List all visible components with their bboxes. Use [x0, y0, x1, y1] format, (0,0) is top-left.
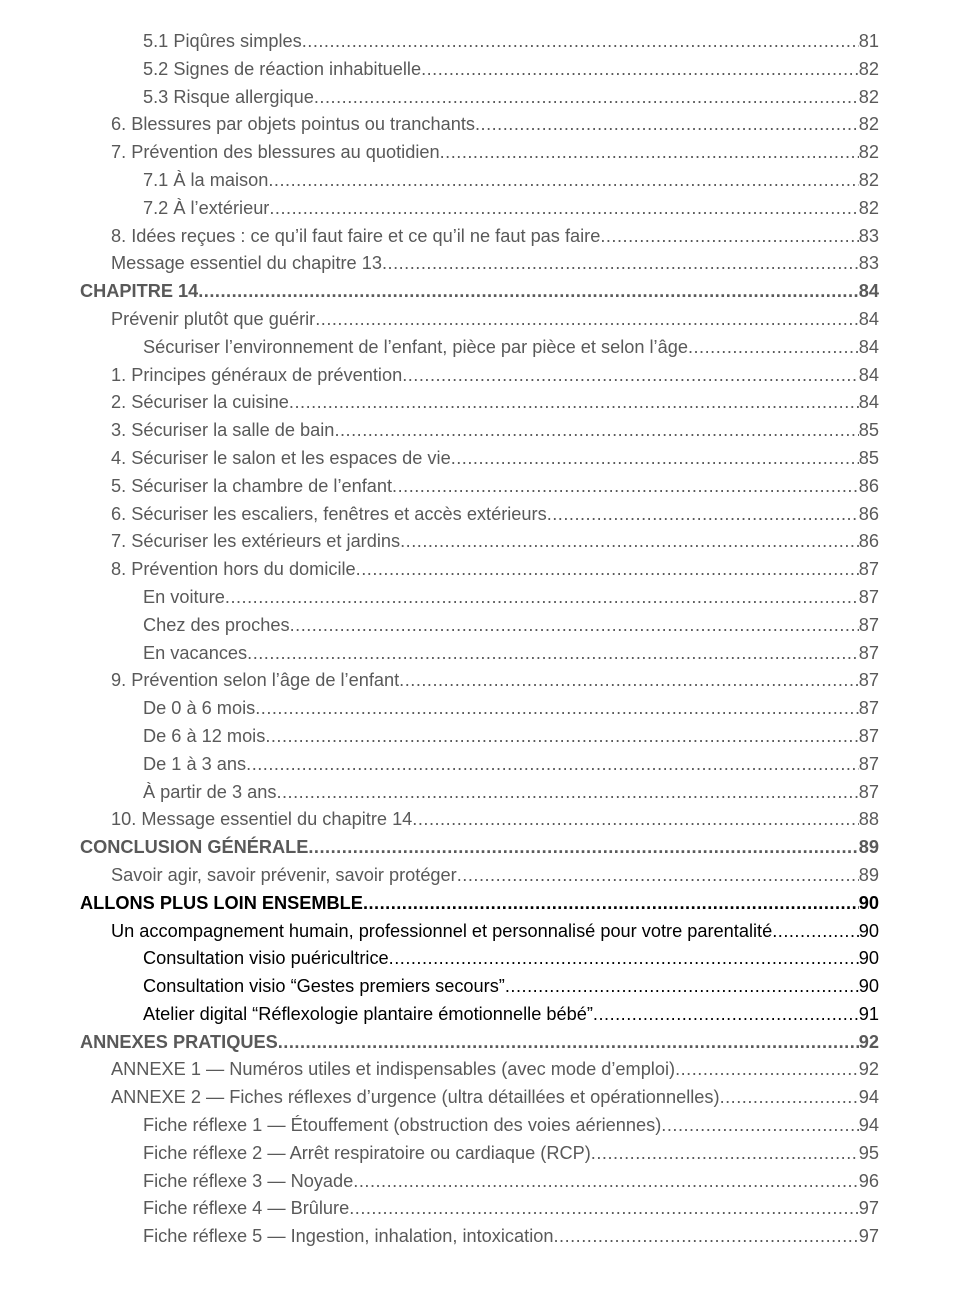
- toc-entry[interactable]: [143, 1140, 968, 1168]
- table-of-contents: [0, 28, 968, 1251]
- toc-entry[interactable]: [111, 862, 968, 890]
- toc-entry-title: 2. Sécuriser la cuisine: [111, 392, 289, 413]
- toc-dot-leader: [392, 473, 859, 501]
- toc-entry[interactable]: [143, 1112, 968, 1140]
- toc-entry-title: Fiche réflexe 2 — Arrêt respiratoire ou cardiaque (RCP): [143, 1142, 591, 1163]
- toc-entry[interactable]: [143, 167, 968, 195]
- toc-page-number: 87: [858, 586, 879, 607]
- toc-page-number: 82: [858, 114, 879, 135]
- toc-dot-leader: [276, 779, 858, 807]
- toc-entry[interactable]: [111, 306, 968, 334]
- toc-dot-leader: [334, 417, 858, 445]
- toc-entry[interactable]: [143, 84, 968, 112]
- toc-entry-title: Prévenir plutôt que guérir: [111, 308, 316, 329]
- toc-entry[interactable]: [111, 111, 968, 139]
- toc-entry[interactable]: [143, 195, 968, 223]
- toc-dot-leader: [720, 1084, 859, 1112]
- toc-entry-title: 6. Blessures par objets pointus ou tranchants: [111, 114, 475, 135]
- toc-dot-leader: [440, 139, 859, 167]
- toc-dot-leader: [675, 1056, 859, 1084]
- toc-dot-leader: [382, 250, 859, 278]
- toc-entry[interactable]: [143, 751, 968, 779]
- toc-page-number: 92: [858, 1031, 879, 1052]
- toc-page-number: 83: [858, 225, 879, 246]
- toc-page-number: 84: [858, 336, 879, 357]
- toc-dot-leader: [308, 834, 858, 862]
- toc-page-number: 84: [858, 281, 879, 302]
- toc-entry[interactable]: [111, 667, 968, 695]
- toc-entry-title: 8. Idées reçues : ce qu’il faut faire et ce qu’il ne faut pas faire: [111, 225, 601, 246]
- toc-entry[interactable]: [143, 779, 968, 807]
- toc-dot-leader: [451, 445, 859, 473]
- toc-entry[interactable]: [111, 473, 968, 501]
- toc-dot-leader: [247, 640, 859, 668]
- toc-entry[interactable]: [111, 362, 968, 390]
- toc-entry-title: 5. Sécuriser la chambre de l’enfant: [111, 475, 393, 496]
- toc-dot-leader: [349, 1195, 859, 1223]
- toc-page-number: 81: [858, 31, 879, 51]
- toc-dot-leader: [255, 695, 859, 723]
- toc-page-number: 87: [858, 781, 879, 802]
- toc-entry-title: Fiche réflexe 5 — Ingestion, inhalation, intoxication: [143, 1226, 554, 1247]
- toc-page-number: 87: [858, 559, 879, 580]
- toc-entry-title: 3. Sécuriser la salle de bain: [111, 420, 335, 441]
- toc-dot-leader: [457, 862, 859, 890]
- toc-dot-leader: [302, 28, 859, 56]
- toc-entry-title: Sécuriser l’environnement de l’enfant, pièce par pièce et selon l’âge: [143, 336, 688, 357]
- toc-page-number: 89: [858, 864, 879, 885]
- toc-page-number: 83: [858, 253, 879, 274]
- toc-page-number: 90: [858, 920, 879, 941]
- toc-entry[interactable]: [143, 28, 968, 56]
- toc-dot-leader: [289, 389, 859, 417]
- toc-page-number: 87: [858, 725, 879, 746]
- toc-page-number: 94: [858, 1115, 879, 1136]
- toc-entry-title: CONCLUSION GÉNÉRALE: [80, 837, 309, 858]
- toc-page-number: 90: [858, 948, 879, 969]
- toc-entry-title: 5.2 Signes de réaction inhabituelle: [143, 58, 422, 79]
- toc-page-number: 91: [858, 1003, 879, 1024]
- toc-page-number: 97: [858, 1198, 879, 1219]
- toc-entry-title: À partir de 3 ans: [143, 781, 277, 802]
- toc-dot-leader: [278, 1029, 859, 1057]
- toc-entry-title: ANNEXES PRATIQUES: [80, 1031, 278, 1052]
- toc-entry[interactable]: [143, 973, 968, 1001]
- toc-entry[interactable]: [111, 918, 968, 946]
- toc-dot-leader: [314, 84, 859, 112]
- toc-dot-leader: [772, 918, 859, 946]
- toc-entry-title: Consultation visio “Gestes premiers secours”: [143, 976, 505, 997]
- toc-dot-leader: [265, 723, 858, 751]
- toc-dot-leader: [225, 584, 859, 612]
- toc-entry[interactable]: [143, 945, 968, 973]
- toc-entry[interactable]: [111, 528, 968, 556]
- toc-entry-title: 1. Principes généraux de prévention: [111, 364, 403, 385]
- toc-page-number: 90: [858, 976, 879, 997]
- toc-entry-title: Fiche réflexe 1 — Étouffement (obstruction des voies aériennes): [143, 1115, 662, 1136]
- toc-page-number: 95: [858, 1142, 879, 1163]
- toc-entry-title: 7.2 À l’extérieur: [143, 197, 270, 218]
- toc-page-number: 82: [858, 169, 879, 190]
- toc-chapter-entry[interactable]: [80, 278, 968, 306]
- toc-entry[interactable]: [143, 1223, 968, 1251]
- toc-dot-leader: [412, 806, 858, 834]
- toc-entry[interactable]: [111, 806, 968, 834]
- toc-page-number: 88: [858, 809, 879, 830]
- toc-entry[interactable]: [111, 501, 968, 529]
- toc-entry[interactable]: [143, 584, 968, 612]
- toc-entry-title: De 0 à 6 mois: [143, 698, 256, 719]
- toc-page-number: 82: [858, 86, 879, 107]
- toc-entry-title: En vacances: [143, 642, 248, 663]
- toc-entry-title: CHAPITRE 14: [80, 281, 199, 302]
- toc-entry[interactable]: [111, 223, 968, 251]
- toc-page-number: 90: [858, 892, 879, 913]
- toc-page-number: 84: [858, 392, 879, 413]
- toc-dot-leader: [475, 111, 859, 139]
- toc-page-number: 89: [858, 837, 879, 858]
- toc-dot-leader: [268, 167, 858, 195]
- toc-entry[interactable]: [143, 56, 968, 84]
- toc-page-number: 86: [858, 531, 879, 552]
- toc-page-number: 86: [858, 475, 879, 496]
- toc-entry[interactable]: [111, 1056, 968, 1084]
- toc-dot-leader: [356, 556, 859, 584]
- toc-entry-title: Message essentiel du chapitre 13: [111, 253, 382, 274]
- toc-entry-title: 8. Prévention hors du domicile: [111, 559, 356, 580]
- toc-entry[interactable]: [143, 1001, 968, 1029]
- toc-entry-title: Fiche réflexe 3 — Noyade: [143, 1170, 354, 1191]
- toc-page-number: 82: [858, 58, 879, 79]
- toc-page-number: 96: [858, 1170, 879, 1191]
- toc-entry[interactable]: [143, 1168, 968, 1196]
- toc-entry-title: Consultation visio puéricultrice: [143, 948, 389, 969]
- toc-dot-leader: [353, 1168, 858, 1196]
- toc-dot-leader: [198, 278, 859, 306]
- toc-entry-title: Savoir agir, savoir prévenir, savoir protéger: [111, 864, 457, 885]
- toc-entry-title: Fiche réflexe 4 — Brûlure: [143, 1198, 350, 1219]
- toc-page-number: 85: [858, 447, 879, 468]
- toc-dot-leader: [600, 223, 858, 251]
- toc-entry[interactable]: [143, 1195, 968, 1223]
- toc-dot-leader: [553, 1223, 858, 1251]
- toc-dot-leader: [591, 1140, 859, 1168]
- toc-page-number: 94: [858, 1087, 879, 1108]
- toc-page-number: 87: [858, 614, 879, 635]
- toc-entry-title: 9. Prévention selon l’âge de l’enfant: [111, 670, 400, 691]
- toc-entry-title: De 6 à 12 mois: [143, 725, 266, 746]
- toc-dot-leader: [399, 667, 859, 695]
- toc-dot-leader: [661, 1112, 858, 1140]
- toc-entry[interactable]: [111, 389, 968, 417]
- toc-entry-title: Un accompagnement humain, professionnel et personnalisé pour votre parentalité: [111, 920, 773, 941]
- toc-dot-leader: [402, 362, 859, 390]
- toc-dot-leader: [246, 751, 859, 779]
- toc-entry-title: Chez des proches: [143, 614, 290, 635]
- toc-dot-leader: [505, 973, 859, 1001]
- toc-entry-title: 7. Sécuriser les extérieurs et jardins: [111, 531, 401, 552]
- toc-entry[interactable]: [111, 556, 968, 584]
- toc-dot-leader: [269, 195, 858, 223]
- toc-page-number: 87: [858, 753, 879, 774]
- toc-entry-title: 4. Sécuriser le salon et les espaces de vie: [111, 447, 451, 468]
- toc-chapter-entry[interactable]: [80, 890, 968, 918]
- toc-entry[interactable]: [111, 1084, 968, 1112]
- toc-chapter-entry[interactable]: [80, 834, 968, 862]
- toc-page-number: 92: [858, 1059, 879, 1080]
- toc-entry-title: 10. Message essentiel du chapitre 14: [111, 809, 413, 830]
- toc-dot-leader: [389, 945, 859, 973]
- toc-entry[interactable]: [143, 723, 968, 751]
- toc-page-number: 82: [858, 197, 879, 218]
- toc-entry-title: 6. Sécuriser les escaliers, fenêtres et accès extérieurs: [111, 503, 547, 524]
- toc-page-number: 87: [858, 698, 879, 719]
- toc-entry[interactable]: [111, 250, 968, 278]
- toc-entry[interactable]: [143, 695, 968, 723]
- toc-entry[interactable]: [143, 612, 968, 640]
- toc-entry-title: ANNEXE 1 — Numéros utiles et indispensables (avec mode d’emploi): [111, 1059, 676, 1080]
- toc-entry[interactable]: [143, 334, 968, 362]
- toc-dot-leader: [400, 528, 859, 556]
- toc-dot-leader: [421, 56, 859, 84]
- toc-entry-title: Atelier digital “Réflexologie plantaire émotionnelle bébé”: [143, 1003, 593, 1024]
- toc-dot-leader: [315, 306, 859, 334]
- toc-dot-leader: [363, 890, 859, 918]
- toc-chapter-entry[interactable]: [80, 1029, 968, 1057]
- toc-entry-title: En voiture: [143, 586, 225, 607]
- toc-page-number: 97: [858, 1226, 879, 1247]
- toc-entry-title: ALLONS PLUS LOIN ENSEMBLE: [80, 892, 363, 913]
- toc-dot-leader: [593, 1001, 859, 1029]
- toc-entry[interactable]: [111, 445, 968, 473]
- toc-page-number: 85: [858, 420, 879, 441]
- toc-entry[interactable]: [143, 640, 968, 668]
- toc-dot-leader: [547, 501, 859, 529]
- toc-dot-leader: [290, 612, 859, 640]
- toc-dot-leader: [688, 334, 859, 362]
- toc-entry-title: 5.3 Risque allergique: [143, 86, 314, 107]
- toc-page-number: 87: [858, 642, 879, 663]
- toc-entry-title: De 1 à 3 ans: [143, 753, 247, 774]
- toc-page-number: 84: [858, 364, 879, 385]
- toc-page-number: 86: [858, 503, 879, 524]
- toc-entry-title: 5.1 Piqûres simples: [143, 31, 302, 51]
- toc-page-number: 82: [858, 142, 879, 163]
- toc-entry-title: 7.1 À la maison: [143, 169, 269, 190]
- toc-entry[interactable]: [111, 417, 968, 445]
- toc-page-number: 84: [858, 308, 879, 329]
- toc-entry-title: ANNEXE 2 — Fiches réflexes d’urgence (ultra détaillées et opérationnelles): [111, 1087, 720, 1108]
- toc-page-number: 87: [858, 670, 879, 691]
- toc-entry[interactable]: [111, 139, 968, 167]
- toc-entry-title: 7. Prévention des blessures au quotidien: [111, 142, 440, 163]
